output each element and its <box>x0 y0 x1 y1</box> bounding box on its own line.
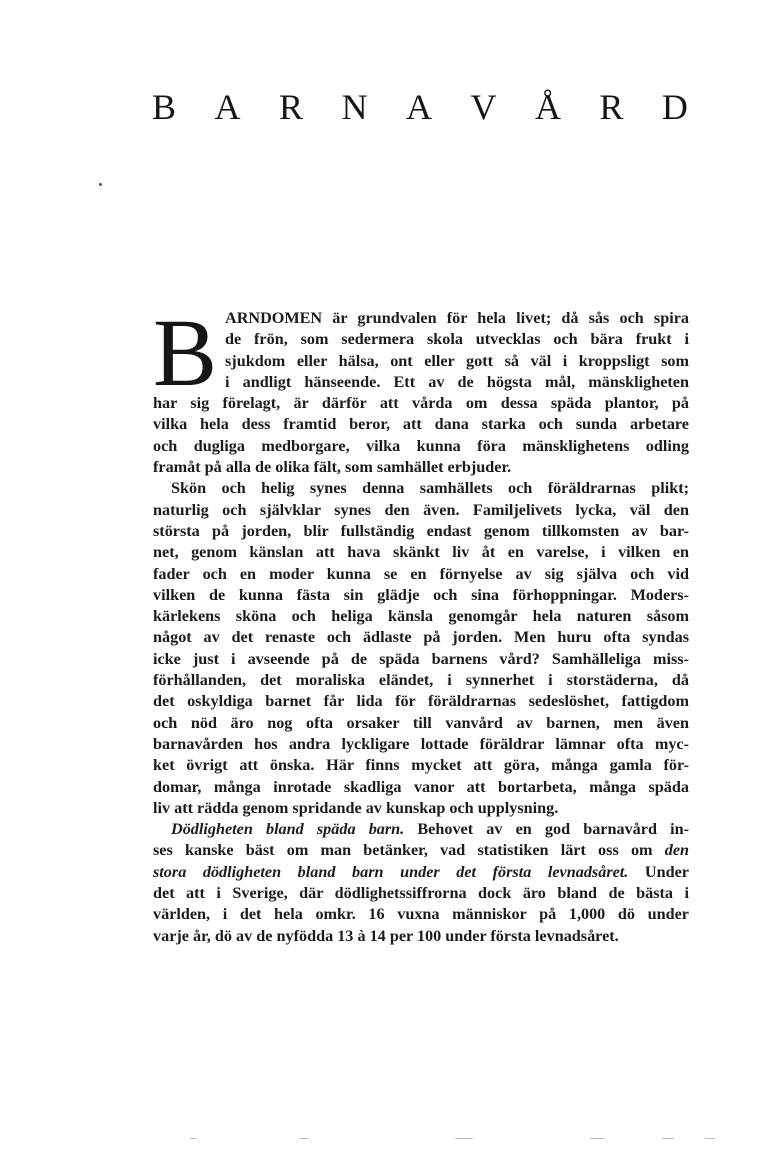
footer-specks <box>150 1138 750 1144</box>
text-line: världen, i det hela omkr. 16 vuxna människor på 1,000 dö under <box>153 905 689 924</box>
title-letter: D <box>661 87 688 127</box>
text-line <box>153 819 689 840</box>
text-line: liv att rädda genom spridande av kunskap och upplysning. <box>153 798 559 817</box>
text-line: vilken de kunna fästa sin glädje och sina förhoppningar. Moders- <box>153 585 689 604</box>
text-line: det att i Sverige, där dödlighetssiffrorna dock äro bland de bästa i <box>153 884 689 903</box>
text-line: vilka hela dess framtid beror, att dana starka och sunda arbetare <box>153 415 689 434</box>
text-line: net, genom känslan att hava skänkt liv åt en varelse, i vilken en <box>153 543 689 562</box>
text-line: i andligt hänseende. Ett av de högsta mål, mänskligheten <box>225 372 689 391</box>
page-title <box>152 86 688 128</box>
print-speck <box>99 183 102 186</box>
text-line: de frön, som sedermera skola utvecklas och bära frukt i <box>225 330 689 349</box>
text-line: och nöd äro nog ofta orsaker till vanvård av barnen, men även <box>153 713 689 732</box>
text-line: framåt på alla de olika fält, som samhället erbjuder. <box>153 458 512 477</box>
text-line <box>153 862 689 883</box>
text-span: ses kanske bäst om man betänker, vad statistiken lärt oss om <box>153 841 653 860</box>
text-line: har sig förelagt, är därför att vårda om dessa späda plantor, på <box>153 394 689 413</box>
text-line: något av det renaste och ädlaste på jorden. Men huru ofta syndas <box>153 628 689 647</box>
italic-span: den <box>664 841 690 860</box>
text-line: kärlekens sköna och heliga känsla genomgår hela naturen såsom <box>153 607 689 626</box>
italic-span: stora dödligheten bland barn under det första levnadsåret. <box>153 862 629 881</box>
section-heading: Dödligheten bland späda barn. <box>171 820 405 839</box>
body-text <box>153 299 690 947</box>
title-letter: Å <box>534 87 561 127</box>
text-line: varje år, dö av de nyfödda 13 à 14 per 100 under första levnadsåret. <box>153 926 619 945</box>
title-letter: A <box>214 87 241 127</box>
text-line: fader och en moder kunna se en förnyelse av sig själva och vid <box>153 564 689 583</box>
text-line: ket övrigt att önska. Här finns mycket att göra, många gamla för- <box>153 756 689 775</box>
text-line: barnavården hos andra lyckligare lottade föräldrar lämnar ofta myc- <box>153 734 689 753</box>
title-letter: N <box>341 87 368 127</box>
text-span: Under <box>644 862 689 881</box>
title-letter: R <box>278 87 303 127</box>
text-line: sjukdom eller hälsa, ont eller gott så väl i kroppsligt som <box>225 351 689 370</box>
text-line: icke just i avseende på de späda barnens vård? Samhälleliga miss- <box>153 649 689 668</box>
title-letter: R <box>599 87 624 127</box>
text-span: Behovet av en god barnavård in- <box>417 820 689 839</box>
text-line: det oskyldiga barnet får lida för föräldrarnas sedeslöshet, fattigdom <box>153 692 689 711</box>
text-line: naturlig och självklar synes den även. Familjelivets lycka, väl den <box>153 500 689 519</box>
text-line: Skön och helig synes denna samhällets och föräldrarnas plikt; <box>171 479 689 498</box>
drop-cap: B <box>153 299 218 406</box>
paragraph-2 <box>153 478 689 819</box>
text-line: ARNDOMEN är grundvalen för hela livet; då sås och spira <box>225 309 689 327</box>
title-letter: V <box>470 87 497 127</box>
paragraph-1 <box>153 299 689 478</box>
text-line: och dugliga medborgare, vilka kunna föra mänsklighetens odling <box>153 436 689 455</box>
text-line: förhållanden, det moraliska eländet, i synnerhet i storstäderna, då <box>153 671 689 690</box>
text-line: största på jorden, blir fullständig endast genom tillkomsten av bar- <box>153 521 689 540</box>
text-line <box>153 840 689 861</box>
text-line: domar, många inrotade skadliga vanor att bortarbeta, många späda <box>153 777 689 796</box>
title-letter: A <box>405 87 432 127</box>
title-letter: B <box>152 87 177 127</box>
paragraph-3 <box>153 819 689 947</box>
